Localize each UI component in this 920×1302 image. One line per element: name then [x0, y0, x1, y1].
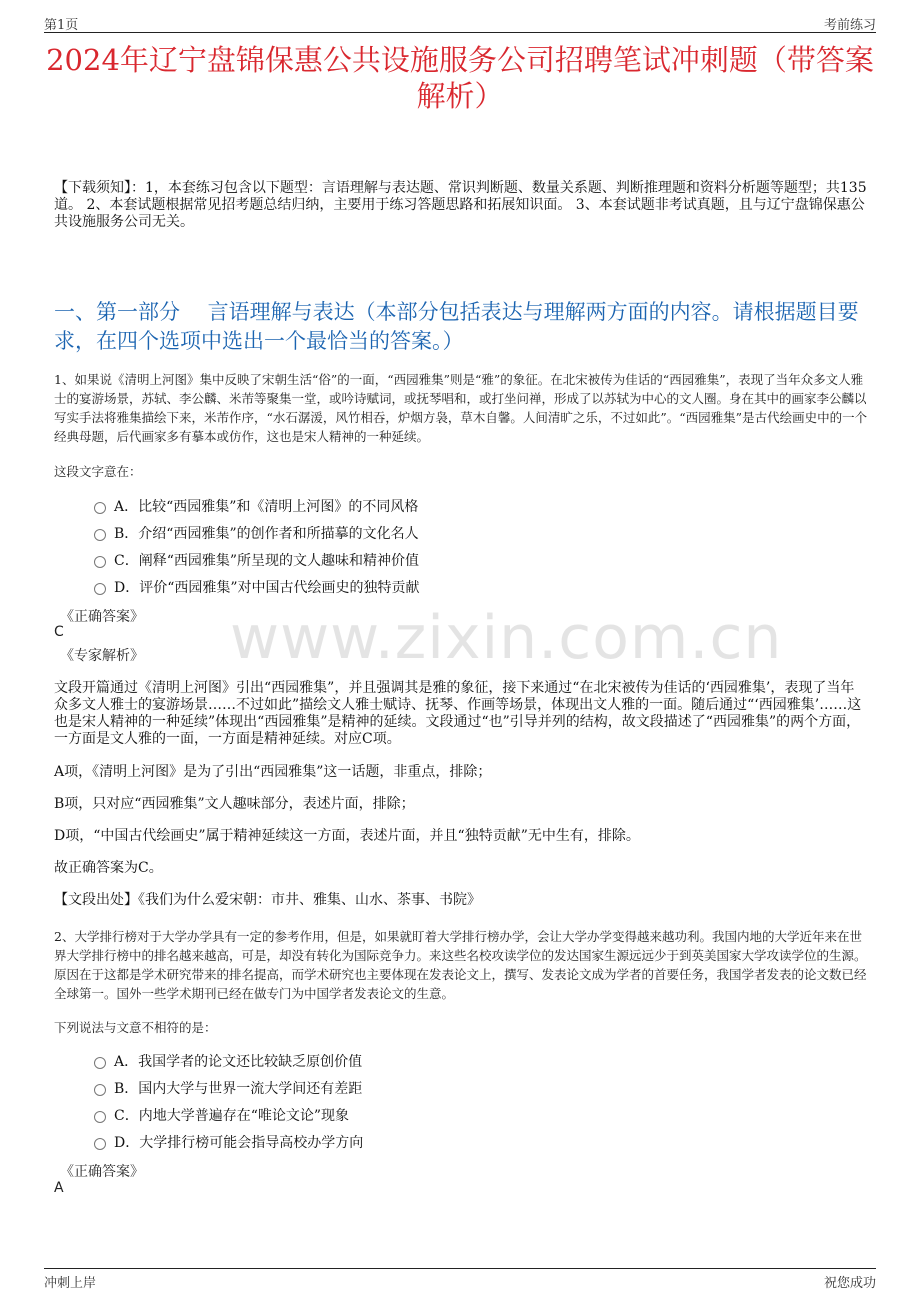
download-notice: 【下载须知】：1，本套练习包含以下题型：言语理解与表达题、常识判断题、数量关系题、判断推理题和资料分析题等题型；共135道。 2、本套试题根据常见招考题总结归纳，主要用于练习答题思路和拓展知识面。 3、本套试题非考试真题，且与辽宁盘锦保惠公共设施服务公司无关。	[54, 180, 867, 230]
option-label: C．内地大学普遍存在“唯论文论”现象	[114, 1107, 350, 1124]
radio-icon[interactable]	[94, 1084, 106, 1096]
question-1-text: 1、如果说《清明上河图》集中反映了宋朝生活“俗”的一面，“西园雅集”则是“雅”的象征。在北宋被传为佳话的“西园雅集”，表现了当年众多文人雅士的宴游场景，苏轼、李公麟、米芾等聚集一堂，或吟诗赋词，或抚琴唱和，或打坐问禅，形成了以苏轼为中心的文人圈。身在其中的画家李公麟以写实手法将雅集描绘下来，米芾作序，“水石潺湲，风竹相吞，炉烟方袅，草木自馨。人间清旷之乐，不过如此”。“西园雅集”是古代绘画史中的一个经典母题，后代画家多有摹本或仿作，这也是宋人精神的一种延续。	[54, 372, 868, 444]
option-b[interactable]	[94, 519, 420, 546]
watermark: www.zixin.com.cn	[230, 603, 783, 673]
radio-icon[interactable]	[94, 1057, 106, 1069]
page-footer	[44, 1268, 876, 1289]
question-2-options	[94, 1047, 363, 1155]
option-label: B．国内大学与世界一流大学间还有差距	[114, 1080, 363, 1097]
question-1-options	[94, 492, 420, 600]
radio-icon[interactable]	[94, 502, 106, 514]
radio-icon[interactable]	[94, 556, 106, 568]
option-label: B．介绍“西园雅集”的创作者和所描摹的文化名人	[114, 525, 419, 542]
radio-icon[interactable]	[94, 583, 106, 595]
answer-label: 《正确答案》	[60, 609, 144, 625]
question-1-prompt: 这段文字意在：	[54, 464, 142, 479]
page-number: 第1页	[44, 18, 79, 33]
option-label: A．比较“西园雅集”和《清明上河图》的不同风格	[114, 498, 419, 515]
header-tag: 考前练习	[823, 18, 876, 33]
analysis-option-b: B项，只对应“西园雅集”文人趣味部分，表述片面，排除；	[54, 796, 415, 812]
footer-left: 冲刺上岸	[44, 1276, 97, 1291]
option-a[interactable]	[94, 1047, 363, 1074]
radio-icon[interactable]	[94, 1138, 106, 1150]
option-c[interactable]	[94, 1101, 363, 1128]
analysis-option-d: D项，“中国古代绘画史”属于精神延续这一方面，表述片面，并且“独特贡献”无中生有，排除。	[54, 828, 640, 844]
source-note: 【文段出处】《我们为什么爱宋朝：市井、雅集、山水、茶事、书院》	[54, 892, 481, 908]
analysis-option-a: A项，《清明上河图》是为了引出“西园雅集”这一话题，非重点，排除；	[54, 764, 492, 780]
option-c[interactable]	[94, 546, 420, 573]
radio-icon[interactable]	[94, 1111, 106, 1123]
option-label: D．大学排行榜可能会指导高校办学方向	[114, 1134, 364, 1151]
question-2-text: 2、大学排行榜对于大学办学具有一定的参考作用，但是，如果就盯着大学排行榜办学，会让大学办学变得越来越功利。我国内地的大学近年来在世界大学排行榜中的排名越来越高，可是，却没有转化为国际竞争力。来这些名校攻读学位的发达国家生源远远少于到英美国家大学攻读学位的生源。原因在于这都是学术研究带来的排名提高，而学术研究也主要体现在发表论文上，撰写、发表论文成为学者的首要任务，我国学者发表的论文数已经全球第一。国外一些学术期刊已经在做专门为中国学者发表论文的生意。	[54, 929, 867, 1001]
option-d[interactable]	[94, 573, 420, 600]
answer-value: A	[54, 1180, 64, 1196]
analysis-label: 《专家解析》	[60, 648, 144, 664]
option-label: C．阐释“西园雅集”所呈现的文人趣味和精神价值	[114, 552, 420, 569]
answer-value: C	[54, 624, 64, 640]
option-label: A．我国学者的论文还比较缺乏原创价值	[114, 1053, 363, 1070]
analysis-paragraph: 文段开篇通过《清明上河图》引出“西园雅集”，并且强调其是雅的象征，接下来通过“在北宋被传为佳话的‘西园雅集’，表现了当年众多文人雅士的宴游场景……不过如此”描绘文人雅士赋诗、抚琴、作画等场景，体现出文人雅的一面。随后通过“‘西园雅集’……这也是宋人精神的一种延续”体现出“西园雅集”是精神的延续。文段通过“也”引导并列的结构，故文段描述了“西园雅集”的两个方面，一方面是文人雅的一面，一方面是精神延续。对应C项。	[54, 680, 862, 747]
option-a[interactable]	[94, 492, 420, 519]
answer-label: 《正确答案》	[60, 1164, 144, 1180]
option-b[interactable]	[94, 1074, 363, 1101]
option-d[interactable]	[94, 1128, 363, 1155]
question-2-prompt: 下列说法与文意不相符的是：	[54, 1020, 217, 1035]
page-header	[44, 14, 876, 33]
page-title: 2024年辽宁盘锦保惠公共设施服务公司招聘笔试冲刺题（带答案解析）	[46, 43, 874, 113]
option-label: D．评价“西园雅集”对中国古代绘画史的独特贡献	[114, 579, 420, 596]
footer-right: 祝您成功	[823, 1276, 876, 1291]
analysis-conclusion: 故正确答案为C。	[54, 860, 163, 876]
section-heading: 一、第一部分 言语理解与表达（本部分包括表达与理解两方面的内容。请根据题目要求，在四个选项中选出一个最恰当的答案。）	[54, 300, 859, 353]
radio-icon[interactable]	[94, 529, 106, 541]
